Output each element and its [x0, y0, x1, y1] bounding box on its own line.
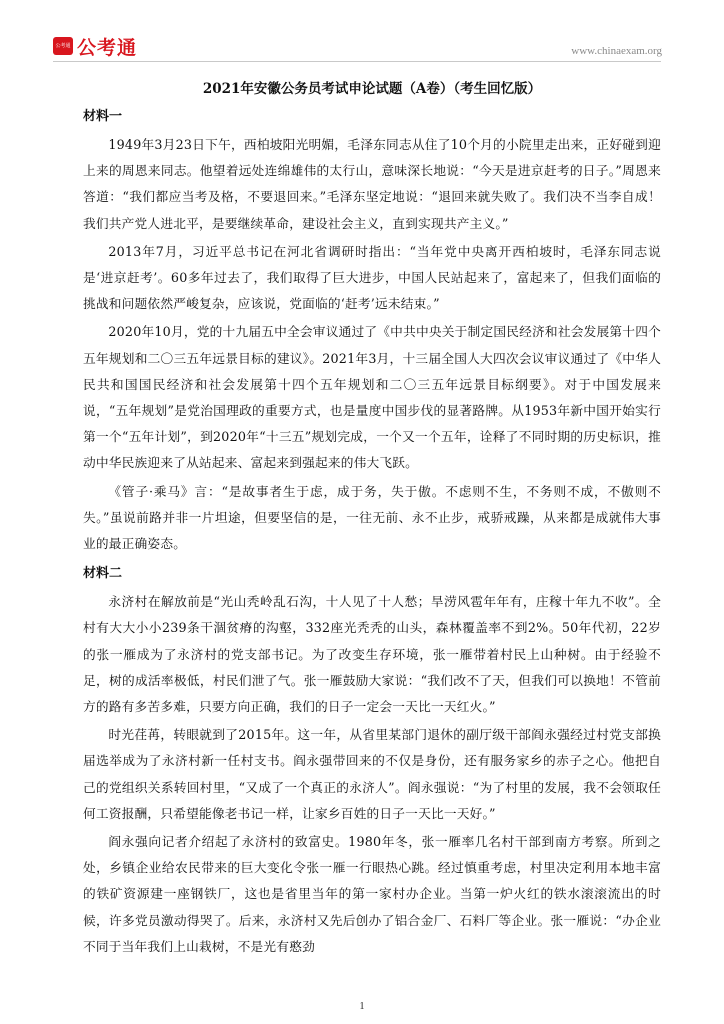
paragraph: 2013年7月，习近平总书记在河北省调研时指出：“当年党中央离开西柏坡时，毛泽东同志说是‘进京赶考’。60多年过去了，我们取得了巨大进步，中国人民站起来了，富起来了，但我们面临的挑战和问题依然严峻复杂，应该说，党面临的‘赶考’远未结束。” — [83, 243, 661, 312]
paragraph: 阎永强向记者介绍起了永济村的致富史。1980年冬，张一雁率几名村干部到南方考察。所到之处，乡镇企业给农民带来的巨大变化令张一雁一行眼热心跳。经过慎重考虑，村里决定利用本地丰富的铁矿资源建一座钢铁厂，这也是省里当年的第一家村办企业。当第一炉火红的铁水滚滚流出的时候，许多党员激动得哭了。后来，永济村又先后创办了铝合金厂、石料厂等企业。张一雁说：“办企业不同于当年我们上山栽树，不是光有憨劲 — [83, 834, 661, 954]
logo-badge: 公考通 — [53, 37, 73, 55]
section-heading: 材料二 — [83, 566, 123, 582]
document-body — [83, 78, 661, 962]
paragraph: 1949年3月23日下午，西柏坡阳光明媚，毛泽东同志从住了10个月的小院里走出来，正好碰到迎上来的周恩来同志。他望着远处连绵雄伟的太行山，意味深长地说：“今天是进京赶考的日子。”周恩来答道：“我们都应当考及格，不要退回来。”毛泽东坚定地说：“退回来就失败了。我们决不当李自成！我们共产党人进北平，是要继续革命，建设社会主义，直到实现共产主义。” — [83, 137, 661, 231]
header-divider — [53, 61, 661, 62]
logo — [53, 35, 137, 57]
paragraph: 《管子·乘马》言：“是故事者生于虑，成于务，失于傲。不虑则不生，不务则不成，不傲则不失。”虽说前路并非一片坦途，但要坚信的是，一往无前、永不止步，戒骄戒躁，从来都是成就伟大事业的最正确姿态。 — [83, 483, 661, 552]
logo-text: 公考通 — [77, 36, 138, 59]
section-material-2 — [83, 565, 661, 960]
page-header — [0, 0, 724, 70]
section-material-1 — [83, 108, 661, 557]
section-heading: 材料一 — [83, 109, 123, 124]
site-url: www.chinaexam.org — [571, 45, 662, 57]
paragraph: 时光荏苒，转眼就到了2015年。这一年，从省里某部门退休的副厅级干部阎永强经过村党支部换届选举成为了永济村新一任村支书。阎永强带回来的不仅是身份，还有服务家乡的赤子之心。他把自己的党组织关系转回村里，“又成了一个真正的永济人”。阎永强说：“为了村里的发展，我不会领取任何工资报酬，只希望能像老书记一样，让家乡百姓的日子一天比一天好。” — [83, 727, 661, 821]
paragraph: 永济村在解放前是“光山秃岭乱石沟，十人见了十人愁；旱涝风雹年年有，庄稼十年九不收”。全村有大大小小239条干涸贫瘠的沟壑，332座光秃秃的山头，森林覆盖率不到2%。50年代初，22岁的张一雁成为了永济村的党支部书记。为了改变生存环境，张一雁带着村民上山种树。由于经验不足，树的成活率极低，村民们泄了气。张一雁鼓励大家说：“我们改不了天，但我们可以换地！不管前方的路有多苦多难，只要方向正确，我们的日子一定会一天比一天红火。” — [83, 594, 661, 715]
paragraph: 2020年10月，党的十九届五中全会审议通过了《中共中央关于制定国民经济和社会发展第十四个五年规划和二〇三五年远景目标的建议》。2021年3月，十三届全国人大四次会议审议通过了《中华人民共和国国民经济和社会发展第十四个五年规划和二〇三五年远景目标纲要》。对于中国发展来说，“五年规划”是党治国理政的重要方式，也是量度中国步伐的显著路牌。从1953年新中国开始实行第一个“五年计划”，到2020年“十三五”规划完成，一个又一个五年，诠释了不同时期的历史标识，推动中华民族迎来了从站起来、富起来到强起来的伟大飞跃。 — [83, 324, 661, 471]
page-title: 2021年安徽公务员考试申论试题（A卷）（考生回忆版） — [202, 81, 542, 97]
page-number: 1 — [359, 1001, 365, 1012]
